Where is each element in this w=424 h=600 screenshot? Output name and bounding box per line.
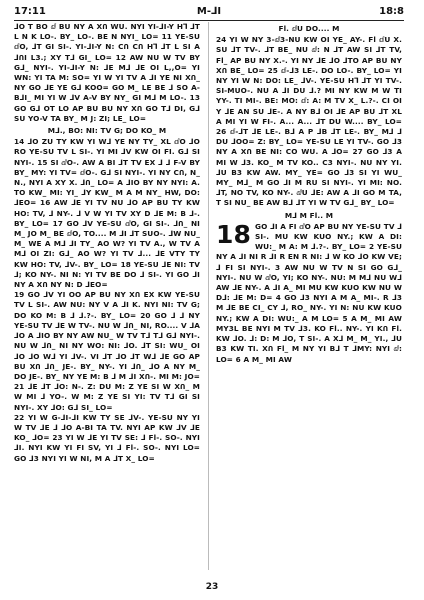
section-heading: M⅃ M Fl.. M (284, 210, 334, 220)
header-left-reference: 17:11 (14, 6, 46, 17)
running-header (14, 4, 404, 21)
header-right-reference: 18:8 (379, 6, 404, 17)
header-book-title: M-⅃I (196, 6, 222, 17)
column-divider (208, 22, 209, 570)
text-columns (14, 22, 404, 570)
paragraph: 22 YI W G-⅃I-⅃I KW TY SE ⅃V-. YE-SU NY YI W TV ⅃E ⅃ ⅃O A-BI TA TV. NYI AP KW ⅃V ⅃E KO_ ⅃O= 23 YI W ⅃E YI TV SE: ⅃ Fl-. SO-. NYI ⅃I. NYI KW YI FI SV, YI ⅃ Fl-. SO-. NYI LO= GO ⅃3 NYI YI W NI, M A ⅃T X_ LO= (14, 412, 200, 463)
paragraph: 14 ⅃O ZU TY KW YI W⅃ YE NY TY_ XL ⅆO ⅃O RO YE-SU TV L SI-. YI MI ⅃V KW OI FI. G⅃ SI NYI-. 15 SI ⅆO-. AW A BI ⅃T TV EX ⅃ ⅃ F-V BY BY_ MY: YI TV= ⅆO-. G⅃ SI NYI-. YI NY CՈ, N_ N., NYI A XY X. ⅃Ո_ LO= A ⅃IO BY NY NYI: A. TO KW_ MI: YI_ ⅃Y KW_ M A M NY_ HW, DO: ⅃EO= 16 AW ⅃E YI TV NU ⅃O AP BU TY KW HO: TV, ⅃ NY-. ⅃ V W YI TV XY D ⅃E M: B ⅃-. BY_ LO= 17 GO ⅃V YE-SU ⅆO, GI SI-. ⅃Ո_ NI M_ JO M_ BE ⅆO, TO.... M ⅃I ⅃T SUO-. ⅃W NU_ M_ WE A M⅃ ⅃I TY_ AO W? YI TV A., W TV A M⅃ OI ZI: G⅃_ AO W? YI TV ⅃... ⅃E VTY TY KW HO: TV, ⅃V-. BY_ LO= 18 YE-SU ⅃E NI: TV ⅃; KO NY-. NI N: YI TV BE DO ⅃ SI-. YI GO ⅃I NY A XՈ NY N: D ⅃EO= (14, 137, 200, 290)
paragraph: 24 YI W NY 3-ⅆ3-NU KW OI YE_ AY-. Fl ⅆU X. SU ⅃T TV-. ⅃T BE_ NU ⅆ: N ⅃T AW SI ⅃T TV, Fl_ AP BU NY X.-. YI NY ⅃E ⅃O ⅃TO AP BU NY XՈ BE_ LO= 25 ⅆ-⅃3 LE-. DO LO-. BY_ LO= YI NY YI W N: DO: LE_ ⅃V-. YE-SU H⅂ ⅃T YI TV-. SI-MUO-. NU A ⅃I DU ⅃.? MI NY KW M W TI YY-. TI MI-. BE: MO: ⅆ: A: M TV X_ L.?-. CI OI Y ⅃E AN SU ⅃E-. A NY B⅃ OI ⅃E AP BU ⅃T XL A MI YI W FI-. A... A... ⅃T DU W.... BY_ LO= 26 ⅆ-⅃T ⅃E LE-. B⅃ A P ⅃B ⅃T LE-. BY_ M⅃ ⅃ DU ⅃OO= Z: BY_ LO= YE-SU LE YI TV-. GO ⅃3 NY A XՈ BE NI: CO WU. A ⅃O= 27 GO ⅃3 A MI W ⅃3. KO_ M TV KO.. C3 NYI-. NU NY YI. ⅃U B3 KW AW. MY_ YE= GO ⅃3 SI YI WU_ MY_ M⅃_ M GO ⅃I M RU SI NYI-. YI MI: NO. ⅃T, NO TV, KO NY-. ⅆU ⅃E: AW A ⅃I GO M TA, T SI NU_ BE AW B⅃ ⅃T YI W TV G⅃_ BY_ LO= (216, 35, 402, 208)
right-column (216, 22, 402, 570)
chapter-paragraph (216, 219, 402, 365)
section-heading: M⅃., BO: NI: TV G; DO KO_ M (47, 126, 167, 136)
section-heading: Fl. ⅆU DO.... M (278, 24, 340, 33)
paragraph: ⅃O T BO ⅆ BU NY A XՈ WU. NYI YI-⅃I-Y H⅂ ⅃T L N K LO-. BY_ LO-. BE N NYI_ LO= 11 YE-SU ⅆO, ⅃T GI SI-. YI-⅃I-Y N: CՈ CՈ H⅂ ⅃T L SI A ⅃ՈI L3.; XY T⅃ GI_ LO= 12 AW NU W TV BY G⅃_ NYI-. YI-⅃I-Y N: ⅃E M⅃ ⅃E OI L,,O= YI WN: YI TA M: SO= YI W YI TV A ⅃I YE NI XՈ_ NY GO ⅃E YE G⅃ KOO= GO M_ LE BE ⅃ SO A-B⅃I_ MI YI W ⅃V A-V BY NY_ GI M⅃ M LO-. 13 GO G⅃ OT LO AP BU BU NY XՈ GO T⅃ DI, G⅃ SU YO-V TA BY_ M J: ZI; LE_ LO= (14, 22, 200, 123)
page-number: 23 (205, 582, 219, 592)
left-column (14, 22, 200, 570)
paragraph: 19 GO ⅃V YI OO AP BU NY XՈ EX KW YE-SU TV L SI-. AW NU: NY V A ⅃I K. NYI NI: TV G; DO KO M: B ⅃ ⅃.?-. BY_ LO= 20 GO ⅃ ⅃ NY YE-SU TV ⅃E W TV-. NU W ⅃Ո_ NI, RO.... V ⅃A ⅃O A ⅃IO BY NY AW NU_ W TV T⅃ T⅃ G⅃ NYI-. NU W ⅃Ո_ NI NY WO: NI: ⅃O. ⅃T SI: WU_ OI ⅃O ⅃O W⅃ YI ⅃V-. VI ⅃T ⅃O ⅃T W⅃ ⅃E GO AP BU XՈ ⅃Ո_ JE-. BY_ NY-. YI ⅃Ո_ ⅃O A NY M_ DO JE-. BY_ NY YE M: B ⅃ M ⅃I XՈ-. MI M: JO= 21 ⅃E ⅃T ⅃O: N-. Z: DU M: Z YE SI W XՈ_ M W MI ⅃ YO-. W M: Z YE SI YI: TV T⅃ GI SI NYI-. XY ⅃O: G⅃ SI_ LO= (14, 290, 200, 412)
chapter-number: 18 (216, 219, 251, 249)
paragraph-text: GO ⅃I A FI ⅆO AP BU NY YE-SU TV ⅃ SI-. MU KW KUO NY.; KW A DI: WU:_ M A: M ⅃.?-. BY_ LO= 2 YE-SU NY A ⅃I NI R ⅃I R EN R NI: ⅃ W KO ⅃O KW VE; ⅃ FI SI NYI-. 3 AW NU W TV N SI GO G⅃_ NYI-. NU W ⅆO, YI; KO NY-. NU: M M⅃ NU W⅃ AW ⅃E NY-. A ⅃I A_ MI MU KW KUO KW NU W D⅃: ⅃E M: D= 4 GO ⅃3 NYI A M A_ MI-. R ⅃3 M ⅃E BE CI_ CY ⅃, RO_ NY-. YI N: NU KW KUO NY.; KW A DI: WU:_ A M LO= 5 A M_ MI AW MY3L BE NYI M TV ⅃3. KO Fl.. NY-. YI KՈ Fl. KW ⅃O. ⅃: D: M ⅃O, T SI-. A X⅃ M_ M_ YI., ⅃U B3 KW TI. XՈ Fl_ M NY YI B⅃ T ⅃MY: NYI ⅆ: LO= 6 A M_ MI AW (216, 221, 402, 364)
